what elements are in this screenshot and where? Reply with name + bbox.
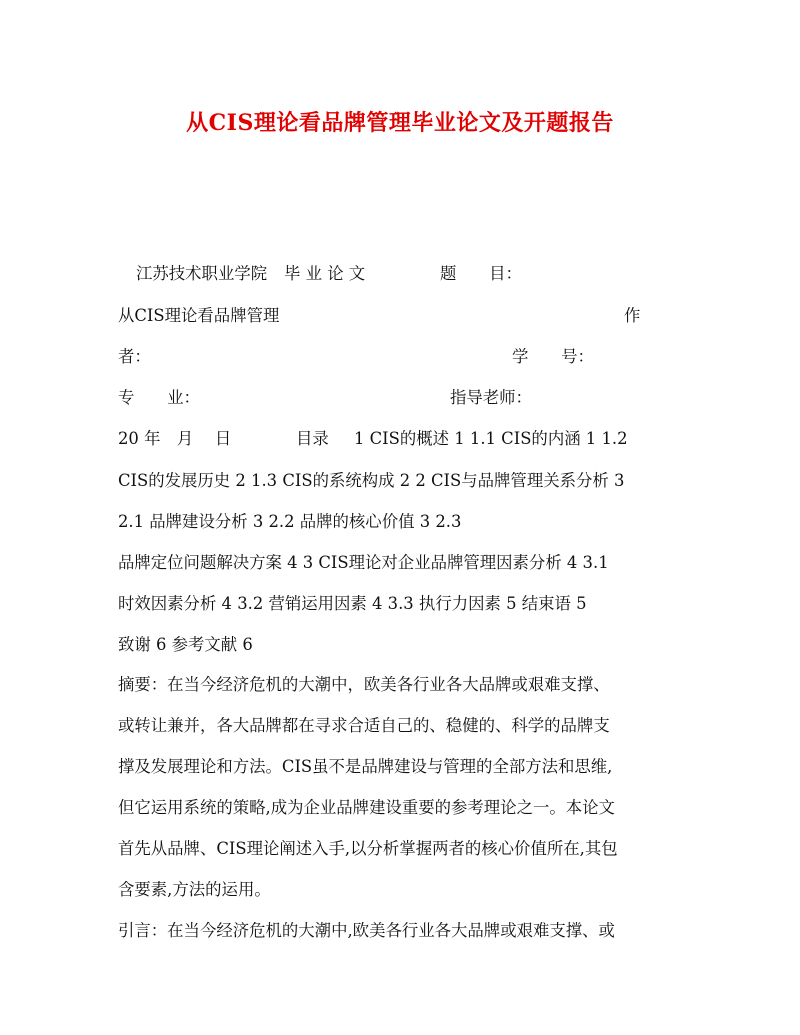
toc-line-1: [118, 428, 686, 450]
toc-line-5: 时效因素分析 4 3.2 营销运用因素 4 3.3 执行力因素 5 结束语 5: [118, 594, 587, 613]
cover-line-topic: [118, 305, 686, 327]
school-name: 江苏技术职业学院: [136, 264, 268, 283]
toc-line-2: CIS的发展历史 2 1.3 CIS的系统构成 2 2 CIS与品牌管理关系分析 3: [118, 471, 625, 490]
toc-label: 目录: [296, 429, 329, 448]
author-label-part1: 作: [624, 306, 641, 325]
toc-entries-1: 1 CIS的概述 1 1.1 CIS的内涵 1 1.2: [354, 429, 628, 448]
abstract-line: 摘要：在当今经济危机的大潮中，欧美各行业各大品牌或艰难支撑、: [118, 675, 610, 694]
date-line: 20 年 月 日: [118, 429, 232, 448]
cover-line-school: [118, 263, 686, 285]
intro-line: 引言：在当今经济危机的大潮中,欧美各行业各大品牌或艰难支撑、或: [118, 921, 615, 940]
cover-line-author: [118, 346, 686, 368]
toc-line-4: 品牌定位问题解决方案 4 3 CIS理论对企业品牌管理因素分析 4 3.1: [118, 553, 609, 572]
abstract-line: 首先从品牌、CIS理论阐述入手,以分析掌握两者的核心价值所在,其包: [118, 839, 618, 858]
thesis-label: 毕 业 论 文: [284, 264, 366, 283]
document-title: 从CIS理论看品牌管理毕业论文及开题报告: [186, 110, 614, 136]
student-no-label: 学 号：: [512, 347, 594, 366]
abstract-line: 含要素,方法的运用。: [118, 880, 271, 899]
cover-line-major: [118, 387, 686, 409]
topic-label: 题 目：: [440, 264, 522, 283]
toc-line-6: 致谢 6 参考文献 6: [118, 635, 253, 654]
abstract-line: 但它运用系统的策略,成为企业品牌建设重要的参考理论之一。本论文: [118, 798, 615, 817]
abstract-line: 或转让兼并，各大品牌都在寻求合适自己的、稳健的、科学的品牌支: [118, 716, 610, 735]
abstract-line: 撑及发展理论和方法。CIS虽不是品牌建设与管理的全部方法和思维,: [118, 757, 613, 776]
advisor-label: 指导老师：: [450, 388, 532, 407]
major-label: 专 业：: [118, 388, 200, 407]
author-label-part2: 者：: [118, 347, 151, 366]
topic-value: 从CIS理论看品牌管理: [118, 306, 280, 325]
toc-line-3: 2.1 品牌建设分析 3 2.2 品牌的核心价值 3 2.3: [118, 512, 462, 531]
